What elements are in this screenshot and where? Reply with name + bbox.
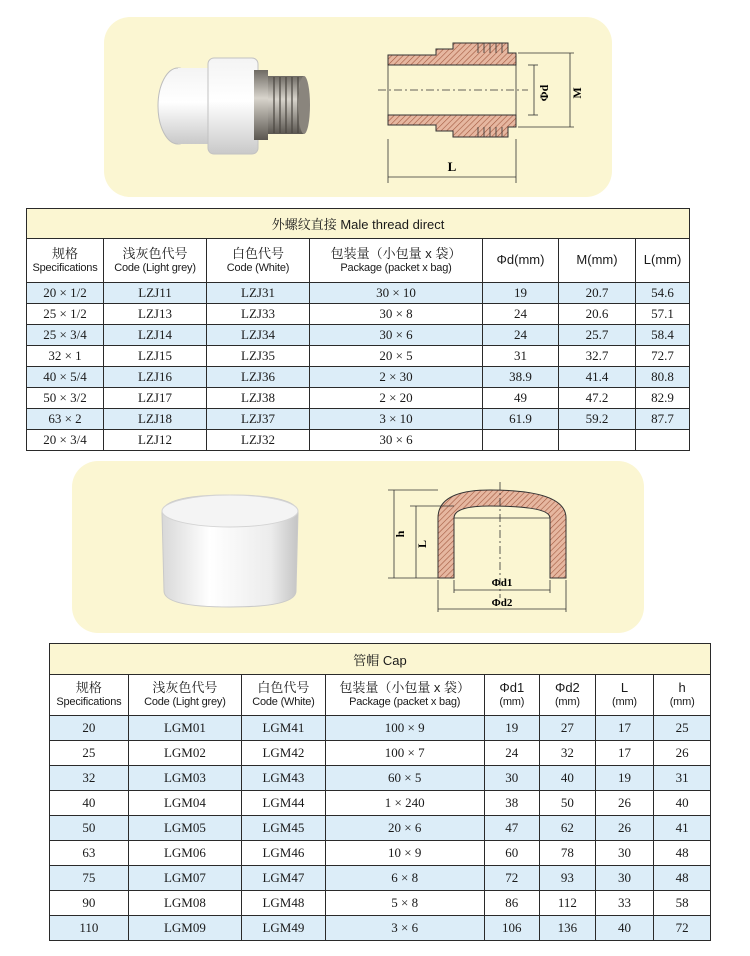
- table-cell: LZJ15: [104, 346, 207, 367]
- table-cell: LGM45: [241, 816, 325, 841]
- table-row: [50, 716, 711, 741]
- table-cell: 57.1: [636, 304, 690, 325]
- table-cell: 27: [540, 716, 596, 741]
- table-cell: 25: [654, 716, 711, 741]
- table-cell: 1 × 240: [325, 791, 484, 816]
- table-cell: 17: [595, 741, 654, 766]
- table-cell: 26: [595, 791, 654, 816]
- table-cell: LZJ35: [207, 346, 310, 367]
- table-cell: LGM48: [241, 891, 325, 916]
- table-cell: 30 × 6: [310, 430, 483, 451]
- table-cell: LGM06: [128, 841, 241, 866]
- table-cell: 31: [654, 766, 711, 791]
- table-row: [27, 367, 690, 388]
- table-cell: 100 × 9: [325, 716, 484, 741]
- header-code-white: 白色代号 Code (White): [241, 675, 325, 716]
- table-cell: 80.8: [636, 367, 690, 388]
- table-cell: 24: [484, 741, 540, 766]
- table-cell: 38.9: [483, 367, 559, 388]
- phi-d2-label: Φd2: [491, 597, 513, 609]
- table-cell: LGM05: [128, 816, 241, 841]
- table-cell: 32: [50, 766, 129, 791]
- header-phi-d2: Φd2 (mm): [540, 675, 596, 716]
- table-cell: 110: [50, 916, 129, 941]
- male-thread-spec-table: [26, 208, 690, 451]
- table-cell: 24: [483, 325, 559, 346]
- male-thread-fitting-photo: [150, 40, 320, 170]
- table-row: [27, 346, 690, 367]
- table-cell: 10 × 9: [325, 841, 484, 866]
- table-cell: 31: [483, 346, 559, 367]
- table-cell: 32: [540, 741, 596, 766]
- table-cell: 78: [540, 841, 596, 866]
- table-cell: 25 × 1/2: [27, 304, 104, 325]
- table-cell: 26: [654, 741, 711, 766]
- table-cell: 58: [654, 891, 711, 916]
- table-row: [50, 866, 711, 891]
- table-cell: LZJ31: [207, 283, 310, 304]
- table-cell: 48: [654, 841, 711, 866]
- table-cell: LGM08: [128, 891, 241, 916]
- table-cell: LZJ18: [104, 409, 207, 430]
- table-header-row: [27, 239, 690, 283]
- table-cell: 40: [50, 791, 129, 816]
- header-l: L (mm): [595, 675, 654, 716]
- table-cell: 49: [483, 388, 559, 409]
- table-cell: 30: [595, 866, 654, 891]
- table-cell: LGM46: [241, 841, 325, 866]
- table-cell: 50: [50, 816, 129, 841]
- table-row: [50, 791, 711, 816]
- table-cell: 25 × 3/4: [27, 325, 104, 346]
- table-cell: LZJ14: [104, 325, 207, 346]
- l-label: L: [415, 539, 429, 549]
- table-cell: 93: [540, 866, 596, 891]
- table-cell: 59.2: [559, 409, 636, 430]
- table-cell: 63: [50, 841, 129, 866]
- table-cell: 33: [595, 891, 654, 916]
- cap-fitting-photo: [150, 485, 310, 610]
- table-cell: LZJ38: [207, 388, 310, 409]
- phi-d-label: Φd: [537, 84, 551, 102]
- table-cell: LZJ32: [207, 430, 310, 451]
- table-cell: 20 × 1/2: [27, 283, 104, 304]
- table-cell: LGM07: [128, 866, 241, 891]
- table-row: [50, 841, 711, 866]
- table-cell: 72: [484, 866, 540, 891]
- cap-cross-section-diagram: [380, 478, 590, 618]
- table-cell: LGM01: [128, 716, 241, 741]
- table-cell: LZJ13: [104, 304, 207, 325]
- table-cell: 20.7: [559, 283, 636, 304]
- h-label: h: [393, 530, 407, 538]
- header-l: L(mm): [636, 239, 690, 283]
- table-cell: LZJ12: [104, 430, 207, 451]
- table-cell: LGM04: [128, 791, 241, 816]
- table-cell: 86: [484, 891, 540, 916]
- table-cell: 50 × 3/2: [27, 388, 104, 409]
- table-cell: 24: [483, 304, 559, 325]
- table-cell: 61.9: [483, 409, 559, 430]
- table-cell: LZJ33: [207, 304, 310, 325]
- table-cell: 30 × 6: [310, 325, 483, 346]
- table-cell: 47: [484, 816, 540, 841]
- table-cell: 30 × 8: [310, 304, 483, 325]
- table-cell: 72.7: [636, 346, 690, 367]
- table-cell: 106: [484, 916, 540, 941]
- table-cell: LZJ17: [104, 388, 207, 409]
- table-cell: 2 × 20: [310, 388, 483, 409]
- header-m: M(mm): [559, 239, 636, 283]
- table-cell: 19: [595, 766, 654, 791]
- table-cell: 40: [595, 916, 654, 941]
- table-row: [27, 409, 690, 430]
- header-code-grey: 浅灰色代号 Code (Light grey): [128, 675, 241, 716]
- table-cell: LZJ37: [207, 409, 310, 430]
- table-cell: 3 × 10: [310, 409, 483, 430]
- table-cell: LGM42: [241, 741, 325, 766]
- table-row: [27, 304, 690, 325]
- table-cell: LGM43: [241, 766, 325, 791]
- table-cell: LGM49: [241, 916, 325, 941]
- table-cell: 100 × 7: [325, 741, 484, 766]
- table-row: [27, 388, 690, 409]
- table-cell: 82.9: [636, 388, 690, 409]
- table-cell: LZJ11: [104, 283, 207, 304]
- table-cell: 50: [540, 791, 596, 816]
- table-cell: 48: [654, 866, 711, 891]
- table-row: [27, 430, 690, 451]
- header-code-grey: 浅灰色代号 Code (Light grey): [104, 239, 207, 283]
- table-cell: 40: [654, 791, 711, 816]
- table-row: [50, 891, 711, 916]
- table-row: [50, 766, 711, 791]
- table-cell: 41: [654, 816, 711, 841]
- table-cell: 20 × 3/4: [27, 430, 104, 451]
- table-cell: 47.2: [559, 388, 636, 409]
- table-cell: 62: [540, 816, 596, 841]
- table-cell: 20: [50, 716, 129, 741]
- male-thread-cross-section-diagram: [378, 35, 588, 185]
- table-row: [27, 283, 690, 304]
- table-cell: 40: [540, 766, 596, 791]
- table-cell: 54.6: [636, 283, 690, 304]
- table-cell: 5 × 8: [325, 891, 484, 916]
- l-label: L: [447, 159, 457, 174]
- table-cell: 20.6: [559, 304, 636, 325]
- table-cell: 63 × 2: [27, 409, 104, 430]
- m-label: M: [570, 87, 584, 99]
- header-phi-d: Φd(mm): [483, 239, 559, 283]
- table-cell: 90: [50, 891, 129, 916]
- header-package: 包装量（小包量 x 袋） Package (packet x bag): [310, 239, 483, 283]
- table-cell: 75: [50, 866, 129, 891]
- male-thread-table-title: 外螺纹直接 Male thread direct: [27, 209, 690, 239]
- table-cell: 112: [540, 891, 596, 916]
- table-cell: 17: [595, 716, 654, 741]
- table-cell: 30: [484, 766, 540, 791]
- table-cell: 20 × 5: [310, 346, 483, 367]
- table-cell: 20 × 6: [325, 816, 484, 841]
- table-cell: 60 × 5: [325, 766, 484, 791]
- phi-d1-label: Φd1: [491, 577, 513, 589]
- table-cell: LZJ34: [207, 325, 310, 346]
- cap-spec-table: [49, 643, 711, 941]
- header-spec: 规格 Specifications: [27, 239, 104, 283]
- table-cell: LGM02: [128, 741, 241, 766]
- table-cell: 72: [654, 916, 711, 941]
- header-h: h (mm): [654, 675, 711, 716]
- table-cell: 41.4: [559, 367, 636, 388]
- table-cell: 30: [595, 841, 654, 866]
- table-cell: 2 × 30: [310, 367, 483, 388]
- table-cell: 60: [484, 841, 540, 866]
- table-cell: 30 × 10: [310, 283, 483, 304]
- table-cell: 26: [595, 816, 654, 841]
- table-row: [50, 816, 711, 841]
- table-row: [27, 325, 690, 346]
- table-cell: 25.7: [559, 325, 636, 346]
- table-cell: 87.7: [636, 409, 690, 430]
- header-package: 包装量（小包量 x 袋） Package (packet x bag): [325, 675, 484, 716]
- table-cell: LGM41: [241, 716, 325, 741]
- table-cell: LGM03: [128, 766, 241, 791]
- cap-table-title: 管帽 Cap: [50, 644, 711, 675]
- header-code-white: 白色代号 Code (White): [207, 239, 310, 283]
- table-cell: 32 × 1: [27, 346, 104, 367]
- table-cell: 19: [484, 716, 540, 741]
- table-cell: 19: [483, 283, 559, 304]
- table-cell: LZJ36: [207, 367, 310, 388]
- table-cell: 40 × 5/4: [27, 367, 104, 388]
- table-cell: 6 × 8: [325, 866, 484, 891]
- table-row: [50, 916, 711, 941]
- table-header-row: [50, 675, 711, 716]
- table-cell: LZJ16: [104, 367, 207, 388]
- table-cell: 136: [540, 916, 596, 941]
- table-cell: 58.4: [636, 325, 690, 346]
- table-cell: 38: [484, 791, 540, 816]
- table-cell: [636, 430, 690, 451]
- header-phi-d1: Φd1 (mm): [484, 675, 540, 716]
- table-row: [50, 741, 711, 766]
- table-cell: 25: [50, 741, 129, 766]
- table-cell: LGM44: [241, 791, 325, 816]
- header-spec: 规格 Specifications: [50, 675, 129, 716]
- table-cell: [483, 430, 559, 451]
- table-cell: LGM47: [241, 866, 325, 891]
- table-cell: 32.7: [559, 346, 636, 367]
- table-cell: [559, 430, 636, 451]
- table-cell: 3 × 6: [325, 916, 484, 941]
- table-cell: LGM09: [128, 916, 241, 941]
